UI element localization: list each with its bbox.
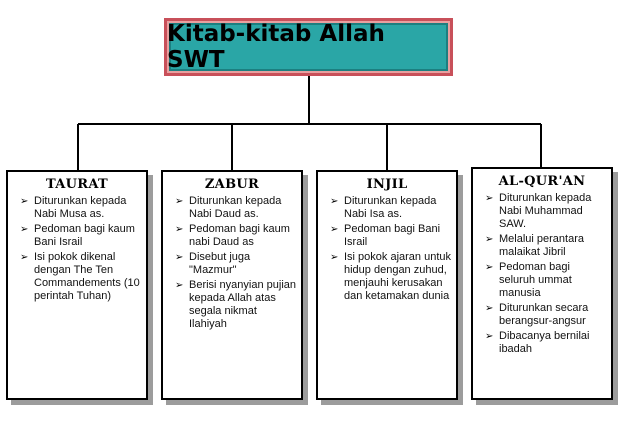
- list-item: [485, 330, 607, 356]
- item-text: Dibacanya bernilai ibadah: [499, 330, 590, 355]
- list-item: [485, 302, 607, 328]
- item-text: Diturunkan secara berangsur-angsur: [499, 302, 589, 327]
- list-item: [175, 223, 297, 249]
- item-text: Melalui perantara malaikat Jibril: [499, 233, 584, 258]
- item-text: Disebut juga "Mazmur": [189, 251, 251, 276]
- item-text: Pedoman bagi Bani Israil: [344, 223, 441, 248]
- list-item: [20, 251, 142, 303]
- list-item: [485, 261, 607, 300]
- item-text: Diturunkan kepada Nabi Musa as.: [34, 195, 127, 220]
- arrow-bullet-icon: ➢: [485, 303, 494, 314]
- card-title: INJIL: [366, 177, 408, 192]
- arrow-bullet-icon: ➢: [175, 252, 184, 263]
- arrow-bullet-icon: ➢: [330, 224, 339, 235]
- list-item: [175, 251, 297, 277]
- title-box: [164, 18, 453, 76]
- card-injil: [316, 170, 458, 400]
- card-title: TAURAT: [45, 177, 109, 192]
- item-text: Isi pokok ajaran untuk hidup dengan zuhud, menjauhi kerusakan dan ketamakan dunia: [344, 251, 452, 302]
- item-list: [8, 195, 146, 303]
- arrow-bullet-icon: ➢: [485, 262, 494, 273]
- arrow-bullet-icon: ➢: [20, 196, 29, 207]
- item-text: Pedoman bagi kaum nabi Daud as: [189, 223, 290, 248]
- list-item: [485, 192, 607, 231]
- card-title: AL-QUR'AN: [498, 174, 586, 189]
- arrow-bullet-icon: ➢: [485, 234, 494, 245]
- list-item: [20, 195, 142, 221]
- list-item: [20, 223, 142, 249]
- card-taurat: [6, 170, 148, 400]
- arrow-bullet-icon: ➢: [175, 196, 184, 207]
- item-list: [473, 192, 611, 356]
- arrow-bullet-icon: ➢: [485, 193, 494, 204]
- list-item: [175, 195, 297, 221]
- arrow-bullet-icon: ➢: [175, 224, 184, 235]
- arrow-bullet-icon: ➢: [175, 280, 184, 291]
- item-text: Isi pokok dikenal dengan The Ten Commandements (10 perintah Tuhan): [34, 251, 140, 302]
- arrow-bullet-icon: ➢: [20, 252, 29, 263]
- item-list: [318, 195, 456, 303]
- list-item: [175, 279, 297, 331]
- arrow-bullet-icon: ➢: [485, 331, 494, 342]
- card-alquran: [471, 167, 613, 400]
- item-text: Diturunkan kepada Nabi Daud as.: [189, 195, 282, 220]
- list-item: [485, 233, 607, 259]
- item-list: [163, 195, 301, 331]
- card-zabur: [161, 170, 303, 400]
- diagram-title: Kitab-kitab Allah SWT: [167, 21, 385, 73]
- item-text: Berisi nyanyian pujian kepada Allah atas segala nikmat Ilahiyah: [189, 279, 297, 330]
- list-item: [330, 223, 452, 249]
- item-text: Pedoman bagi kaum Bani Israil: [34, 223, 135, 248]
- arrow-bullet-icon: ➢: [20, 224, 29, 235]
- item-text: Pedoman bagi seluruh ummat manusia: [499, 261, 572, 299]
- item-text: Diturunkan kepada Nabi Isa as.: [344, 195, 437, 220]
- arrow-bullet-icon: ➢: [330, 252, 339, 263]
- card-title: ZABUR: [204, 177, 260, 192]
- list-item: [330, 195, 452, 221]
- arrow-bullet-icon: ➢: [330, 196, 339, 207]
- list-item: [330, 251, 452, 303]
- item-text: Diturunkan kepada Nabi Muhammad SAW.: [499, 192, 592, 230]
